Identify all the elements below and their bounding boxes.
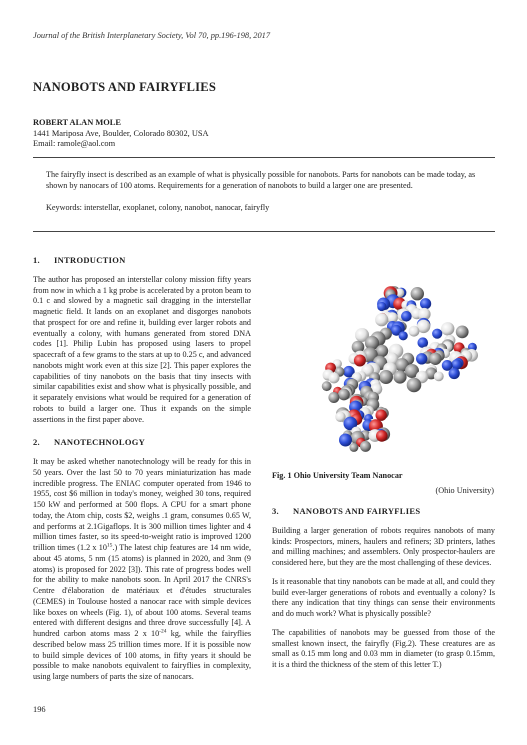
text-run: kg, while the fairyflies described below mass 25 trillion times more. If it is possible now to build simple devices of 100 atoms, in fifty years it should be possible to make nanobots equivalent to fairyflies in complexity, using large numbers of parts the size of nanocars. — [33, 629, 251, 681]
right-column — [272, 506, 495, 679]
section-3-heading — [272, 506, 495, 517]
section-number: 2. — [33, 437, 40, 448]
figure-caption — [272, 471, 494, 495]
author-email: Email: ramole@aol.com — [33, 139, 116, 149]
section-number: 1. — [33, 255, 40, 265]
section-3-paragraph-2: Is it reasonable that tiny nanobots can be made at all, and could they build ever-larger generations of robots and eventually a colony? Is there any indication that tiny things can sense their environments and do much work? What is physically possible? — [272, 576, 495, 618]
carbon-atom — [411, 287, 424, 300]
carbon-atom — [328, 392, 339, 403]
keywords: Keywords: interstellar, exoplanet, colony, nanobot, nanocar, fairyfly — [46, 203, 270, 212]
carbon-atom — [349, 443, 358, 452]
section-title: NANOTECHNOLOGY — [54, 437, 146, 448]
nitrogen-atom — [420, 298, 431, 309]
section-title: NANOBOTS AND FAIRYFLIES — [293, 506, 421, 516]
abstract-bottom-rule — [33, 231, 495, 232]
abstract: The fairyfly insect is described as an example of what is physically possible for nanobots. Parts for nanobots can be made today, as shown by nanocars of 100 atoms. Requirements for a generation of nanobots to build a larger one are presented. — [46, 170, 476, 191]
superscript: 15 — [106, 542, 113, 549]
nitrogen-atom — [401, 311, 412, 322]
carbon-atom — [393, 370, 406, 383]
page-number: 196 — [33, 705, 46, 714]
carbon-atom — [322, 381, 332, 391]
nanocar-atoms — [322, 286, 478, 452]
section-3-paragraph-1: Building a larger generation of robots requires nanobots of many kinds: Prospectors, miners, haulers and refiners; 3D printers, lathes and milling machines; and assemblers. Only prospector-haulers are considered here, but they are the most challenging of these devices. — [272, 525, 495, 567]
nitrogen-atom — [377, 302, 386, 311]
nitrogen-atom — [418, 337, 429, 348]
text-run: It may be asked whether nanotechnology will be ready for this in 50 years. Over the last 50 to 70 years miniaturization has made incredible progress. The ENIAC computer operated from 1946 to 1955, cost $6 million in today's money, weighed 30 tons, required 150 kW and performed at 500 flops. A CPU for a smart phone today, the Atom chip, costs $2, weighs .1 gram, consumes 0.65 W, and performs at 2.1Gigaflops. It is 300 million times lighter and 4 million times faster, so its speed-to-weight ratio is improved 1200 trillion times (1.2 x 10 — [33, 457, 251, 552]
carbon-atom — [360, 441, 371, 452]
section-3-paragraph-3: The capabilities of nanobots may be guessed from those of the smallest known insect, the fairyfly (Fig.2). These creatures are as small as 0.15 mm long and 0.03 mm in diameter (to grasp 0.15mm, it is a third the thickness of the stem of this letter T.) — [272, 627, 495, 669]
oxygen-atom — [376, 430, 388, 442]
superscript: -24 — [159, 628, 167, 635]
nanocar-figure — [272, 273, 494, 459]
nitrogen-atom — [432, 329, 442, 339]
carbon-atom — [379, 370, 393, 384]
oxygen-atom — [376, 410, 387, 421]
section-1-paragraph: The author has proposed an interstellar colony mission fifty years from now in which a 1 kg probe is accelerated by a proton beam to 0.1 c and slowed by a magnetic sail dragging in the interstellar magnetic field. It lands on an exoplanet and disgorges nanobots that prospect for ore and refine it, building ever larger robots and eventually a colony, with humans generated from stored DNA codes [1]. Philip Lubin has proposed using lasers to propel spacecraft of a few grams to the stars at up to 0.25 c, and advanced nanobots might work even at this size [2]. This paper explores the capabilities of tiny nanobots on the basis that tiny insects with similar capabilities exist and show what is physically possible, and it separately envisions what would be required for a generation of robots to build a larger one. Thus it expands on the simple assertions in the first paper above. — [33, 274, 251, 424]
section-number: 3. — [272, 506, 279, 516]
section-title: INTRODUCTION — [54, 255, 126, 265]
carbon-atom — [407, 378, 422, 393]
hydrogen-atom — [434, 372, 444, 382]
section-2-heading — [33, 437, 251, 448]
hydrogen-atom — [375, 313, 388, 326]
paper-title: NANOBOTS AND FAIRYFLIES — [33, 80, 217, 94]
hydrogen-atom — [335, 412, 345, 422]
hydrogen-atom — [409, 326, 420, 337]
carbon-atom — [429, 353, 441, 365]
author-block — [33, 118, 209, 150]
carbon-atom — [338, 389, 350, 401]
left-column — [33, 255, 251, 691]
author-name: ROBERT ALAN MOLE — [33, 118, 121, 127]
carbon-atom — [456, 326, 469, 339]
text-run: .) The latest chip features are 14 nm wide, about 45 atoms, 5 nm (15 atoms) is planned in 2020, and 3nm (9 atoms) is proposed for 2022 [3]). This rate of progress bodes well for the ability to make nanobots soon. In April 2017 the CNRS's Centre d'élaboration de matériaux et d'études structurales (CEMES) in Toulouse hosted a nanocar race with simple devices like boxes on wheels (Fig. 1), of about 100 atoms. Several teams entered with different designs and three drove successfully [4]. A hundred carbon atoms mass 2 x 10 — [33, 543, 251, 638]
journal-header: Journal of the British Interplanetary Society, Vol 70, pp.196-198, 2017 — [33, 31, 271, 40]
nitrogen-atom — [399, 331, 408, 340]
hydrogen-atom — [441, 322, 454, 335]
nitrogen-atom — [339, 434, 352, 447]
figure-caption-title: Fig. 1 Ohio University Team Nanocar — [272, 471, 403, 480]
nitrogen-atom — [449, 368, 460, 379]
figure-credit: (Ohio University) — [435, 486, 494, 495]
oxygen-atom — [354, 355, 366, 367]
nitrogen-atom — [416, 353, 427, 364]
author-address: 1441 Mariposa Ave, Boulder, Colorado 80302, USA — [33, 128, 209, 138]
hydrogen-atom — [329, 372, 340, 383]
section-2-paragraph — [33, 457, 251, 683]
abstract-top-rule — [33, 157, 495, 158]
section-1-heading — [33, 255, 251, 266]
